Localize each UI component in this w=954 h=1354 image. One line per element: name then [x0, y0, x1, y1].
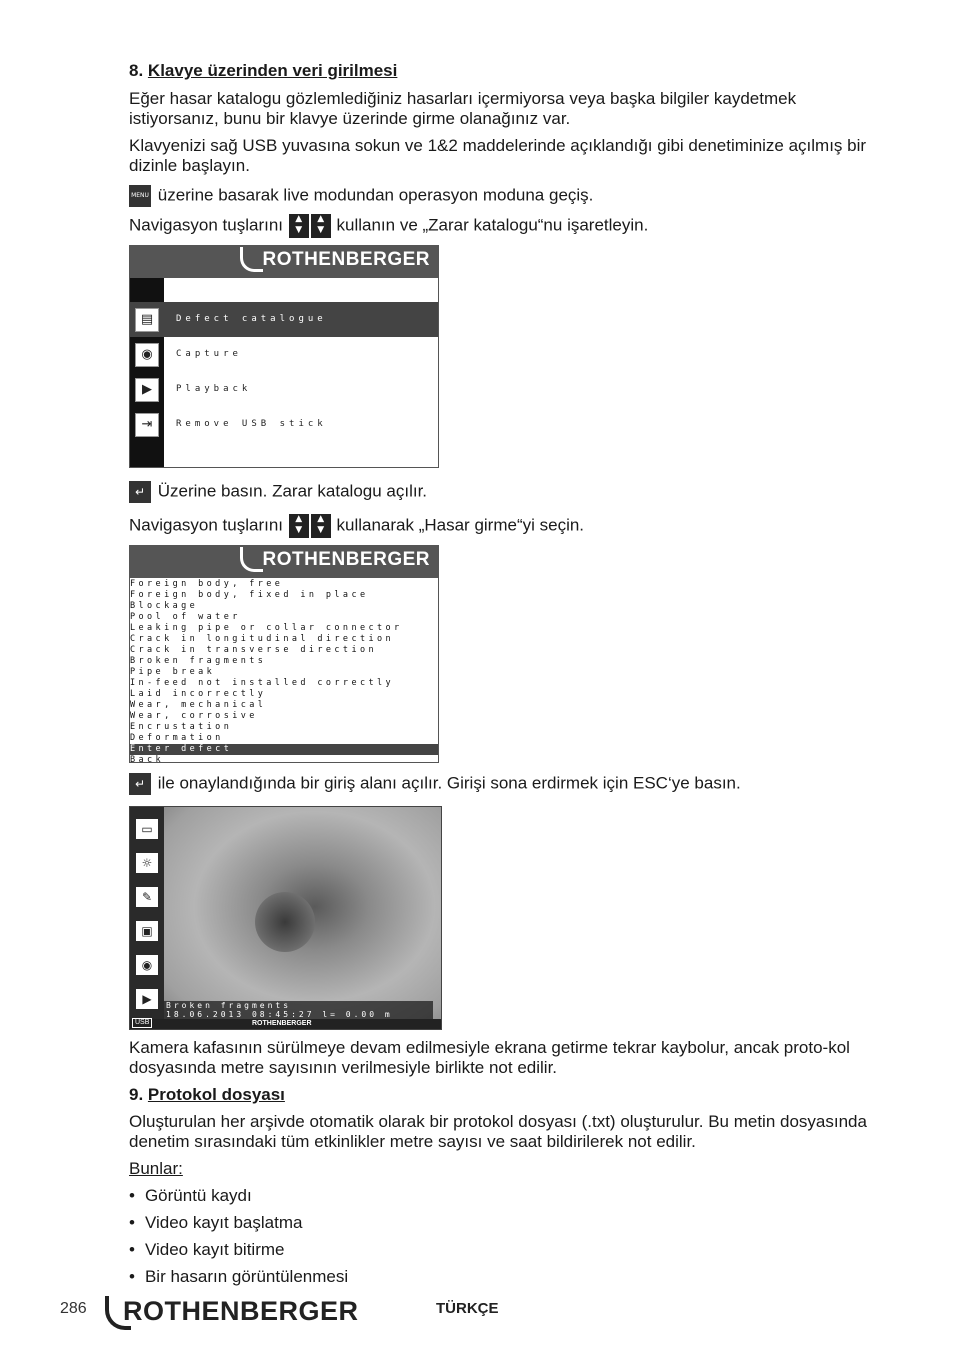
nav-up-key-icon: ▲ ▼	[289, 214, 309, 238]
section-title: Klavye üzerinden veri girilmesi	[147, 61, 398, 80]
light-icon[interactable]: ☼	[136, 853, 158, 873]
pipe-opening	[255, 892, 315, 952]
brand-bar	[130, 546, 438, 578]
camera-icon[interactable]: ▣	[136, 921, 158, 941]
enter-key-icon: ↵	[129, 773, 151, 795]
record-icon[interactable]: ◉	[136, 955, 158, 975]
menu-item-label: Remove USB stick	[176, 419, 327, 429]
play-icon: ▶	[135, 378, 159, 402]
menu-item-capture[interactable]	[130, 337, 438, 372]
defect-list-item[interactable]: Laid incorrectly	[130, 689, 267, 699]
section-heading	[129, 1085, 889, 1105]
paragraph-text: Navigasyon tuşlarını	[129, 515, 284, 535]
menu-key-icon: MENU	[129, 185, 151, 207]
defect-list-item[interactable]: Pool of water	[130, 612, 241, 622]
menu-item-label: Capture	[176, 349, 242, 359]
list-item: • Görüntü kaydı	[129, 1186, 252, 1206]
camera-sidebar	[130, 807, 164, 1029]
menu-item-label: Defect catalogue	[176, 314, 327, 324]
list-item: • Video kayıt bitirme	[129, 1240, 284, 1260]
paragraph-enter-key	[129, 481, 889, 503]
menu-screen	[129, 245, 439, 468]
camera-overlay	[164, 1001, 433, 1019]
defect-list-item[interactable]: Encrustation	[130, 722, 233, 732]
nav-down-key-icon: ▲ ▼	[311, 214, 331, 238]
footer-logo	[105, 1296, 359, 1332]
paragraph: Eğer hasar katalogu gözlemlediğiniz hasarları içermiyorsa veya başka bilgiler kaydetmek istiyorsanız, bunu bir klavye üzerinde girme olanağınız var.	[129, 89, 797, 128]
defect-list-item[interactable]: Pipe break	[130, 667, 216, 677]
section-number: 8.	[129, 61, 144, 80]
nav-up-key-icon: ▲ ▼	[289, 514, 309, 538]
defect-list-item[interactable]: Foreign body, free	[130, 579, 284, 589]
text-input-icon[interactable]: ▭	[136, 819, 158, 839]
defect-list-item[interactable]: Foreign body, fixed in place	[130, 590, 369, 600]
logo-text: ROTHENBERGER	[123, 1296, 359, 1326]
paragraph-text: Navigasyon tuşlarını	[129, 215, 284, 235]
defect-list-item[interactable]: Crack in longitudinal direction	[130, 634, 395, 644]
book-icon: ▤	[135, 308, 159, 332]
brand-logo: ROTHENBERGER	[262, 549, 430, 571]
record-icon: ◉	[135, 343, 159, 367]
page-number: 286	[60, 1300, 87, 1317]
paragraph-navigation	[129, 214, 889, 238]
defect-list-item[interactable]: Wear, mechanical	[130, 700, 267, 710]
play-icon[interactable]: ▶	[136, 989, 158, 1009]
paragraph-navigation	[129, 514, 889, 538]
menu-item-playback[interactable]	[130, 372, 438, 407]
paragraph-text: ile onaylandığında bir giriş alanı açılır. Girişi sona erdirmek için ESC‘ye basın.	[157, 773, 741, 793]
overlay-defect: Broken fragments	[166, 1001, 292, 1010]
defect-list-item[interactable]: Leaking pipe or collar connector	[130, 623, 403, 633]
defect-list-screen	[129, 545, 439, 763]
overlay-timestamp: 18.06.2013 08:45:27 l= 0.00 m	[166, 1010, 393, 1019]
menu-item-defect-catalogue[interactable]	[130, 302, 438, 337]
paragraph-menu-key	[129, 185, 889, 207]
section-number: 9.	[129, 1085, 144, 1104]
defect-list-item[interactable]: Deformation	[130, 733, 224, 743]
section-title: Protokol dosyası	[147, 1085, 285, 1104]
paragraph-enter-key	[129, 773, 889, 795]
camera-status-bar	[130, 1019, 441, 1029]
paragraph-text: kullanarak „Hasar girme“yi seçin.	[336, 515, 585, 535]
paragraph-text: Üzerine basın. Zarar katalogu açılır.	[157, 481, 428, 501]
camera-view	[129, 806, 442, 1030]
list-title	[129, 1159, 889, 1179]
enter-key-icon: ↵	[129, 481, 151, 503]
edit-icon[interactable]: ✎	[136, 887, 158, 907]
defect-list-item[interactable]: Enter defect	[130, 744, 438, 755]
defect-list-item[interactable]: Blockage	[130, 601, 199, 611]
defect-list-item[interactable]: Back	[130, 755, 165, 763]
brand-bar	[130, 246, 438, 278]
paragraph: Klavyenizi sağ USB yuvasına sokun ve 1&2 maddelerinde açıklandığı gibi denetiminize açılmış bir dizinle başlayın.	[129, 136, 867, 175]
defect-list-item[interactable]: Wear, corrosive	[130, 711, 258, 721]
paragraph-text: kullanın ve „Zarar katalogu“nu işaretleyin.	[336, 215, 649, 235]
defect-list-item[interactable]: Broken fragments	[130, 656, 267, 666]
list-title-text: Bunlar:	[129, 1159, 183, 1178]
footer-language: TÜRKÇE	[436, 1300, 499, 1317]
usb-indicator: USB	[132, 1018, 152, 1028]
defect-list-item[interactable]: In-feed not installed correctly	[130, 678, 395, 688]
camera-brand: ROTHENBERGER	[252, 1020, 312, 1027]
paragraph: Kamera kafasının sürülmeye devam edilmesiyle ekrana getirme tekrar kaybolur, ancak proto-kol dosyasında metre sayısının verilmesiyle birlikte not edilir.	[129, 1038, 850, 1077]
list-item: • Video kayıt başlatma	[129, 1213, 302, 1233]
menu-item-remove-usb[interactable]	[130, 407, 438, 442]
section-heading	[129, 61, 889, 81]
menu-item-label: Playback	[176, 384, 252, 394]
paragraph-text: üzerine basarak live modundan operasyon moduna geçiş.	[157, 185, 594, 205]
list-item: • Bir hasarın görüntülenmesi	[129, 1267, 348, 1287]
defect-list-item[interactable]: Crack in transverse direction	[130, 645, 378, 655]
usb-icon: ⇥	[135, 413, 159, 437]
brand-logo: ROTHENBERGER	[262, 249, 430, 271]
nav-down-key-icon: ▲ ▼	[311, 514, 331, 538]
paragraph: Oluşturulan her arşivde otomatik olarak bir protokol dosyası (.txt) oluşturulur. Bu metin dosyasında denetim sırasındaki tüm etkinlikler metre sayısı ve saat bildirilerek not edilir.	[129, 1112, 867, 1151]
